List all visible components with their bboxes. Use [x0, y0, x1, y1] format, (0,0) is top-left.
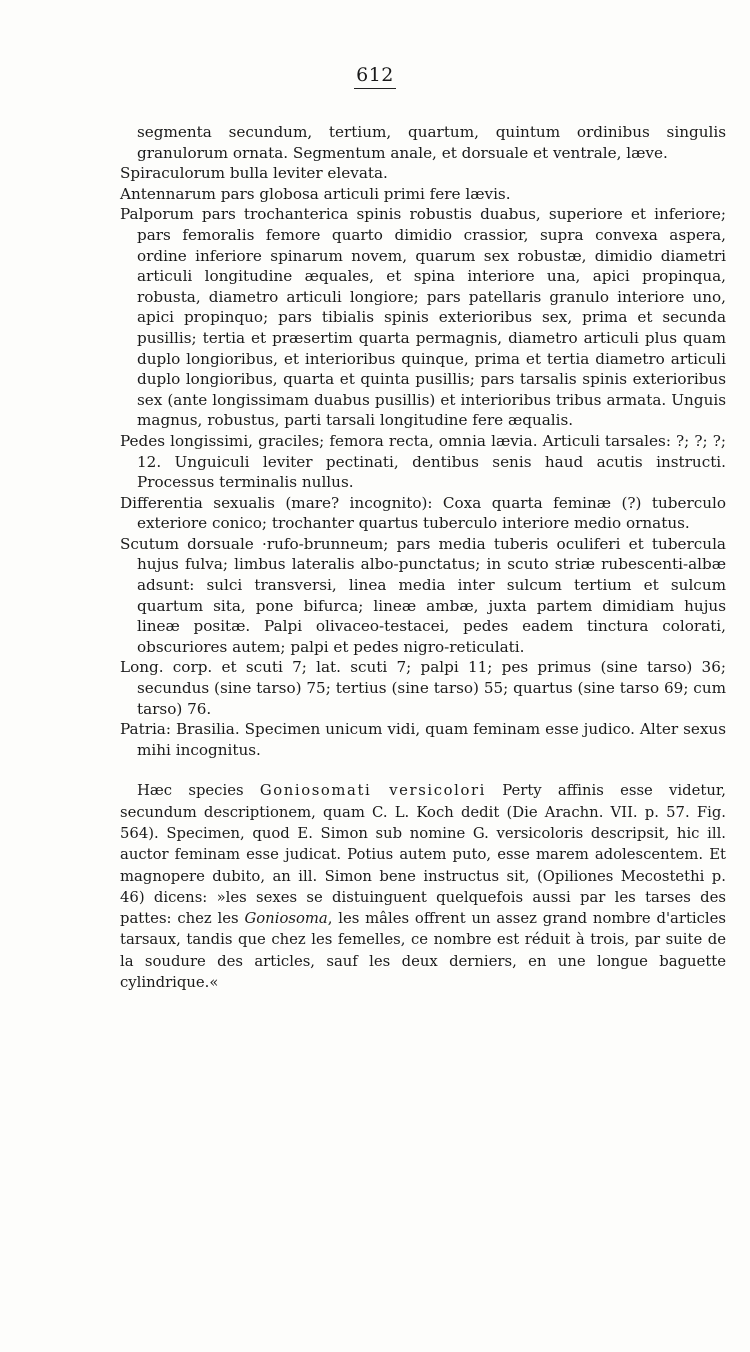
paragraph-discussion: [120, 780, 726, 993]
discussion-text-1: Hæc species: [137, 782, 260, 800]
page-body: [120, 122, 726, 993]
paragraph-coloration: Scutum dorsuale ·rufo-brunneum; pars media tuberis oculiferi et tubercula hujus fulva; limbus lateralis albo-punctatus; in scuto striæ rubescenti-albæ adsunt: sulci transversi, linea media inter sulcum tertium et sulcum quartum sita, pone bifurca; lineæ ambæ, juxta partem dimidiam hujus lineæ positæ. Palpi olivaceo-testacei, pedes eadem tinctura colorati, obscuriores autem; palpi et pedes nigro-reticulati.: [120, 534, 726, 656]
species-name-spaced: Goniosomati versicolori: [259, 782, 486, 800]
paragraph-spiracles: Spiraculorum bulla leviter elevata.: [120, 164, 388, 183]
paragraph-gap: [120, 760, 726, 780]
paragraph-abdomen-segments: segmenta secundum, tertium, quartum, quintum ordinibus singulis granulorum ornata. Segmentum anale, et dorsuale et ventrale, læve.: [137, 123, 726, 162]
paragraph-palps: Palporum pars trochanterica spinis robustis duabus, superiore et inferiore; pars femoralis femore quarto dimidio crassior, supra convexa aspera, ordine inferiore spinarum novem, quarum sex robustæ, dimidio diametri articuli longitudine æquales, et spina interiore una, apici propinqua, robusta, diametro articuli longiore; pars patellaris granulo interiore uno, apici propinquo; pars tibialis spinis exterioribus sex, prima et secunda pusillis; tertia et præsertim quarta permagnis, diametro articuli plus quam duplo longioribus, et interioribus quinque, prima et tertia diametro articuli duplo longioribus, quarta et quinta pusillis; pars tarsalis spinis exterioribus sex (ante longissimam duabus pusillis) et interioribus tribus armata. Unguis magnus, robustus, parti tarsali longitudine fere æqualis.: [120, 205, 726, 430]
page-number: [0, 62, 750, 89]
paragraph-antennae: Antennarum pars globosa articuli primi fere lævis.: [120, 184, 511, 203]
discussion-text-3: , les mâles offrent un assez grand nombre d'articles tarsaux, tandis que chez les femelles, ce nombre est réduit à trois, par suite de la soudure des articles, sauf les deux derniers, en une longue baguette cylindrique.«: [120, 910, 726, 992]
paragraph-locality: Patria: Brasilia. Specimen unicum vidi, quam feminam esse judico. Alter sexus mihi incognitus.: [120, 720, 726, 759]
paragraph-sexual-difference: Differentia sexualis (mare? incognito): Coxa quarta feminæ (?) tuberculo exteriore conico; trochanter quartus tuberculo interiore medio ornatus.: [120, 493, 726, 533]
paragraph-legs: Pedes longissimi, graciles; femora recta, omnia lævia. Articuli tarsales: ?; ?; ?; 12. Unguiculi leviter pectinati, dentibus senis haud acutis instructi. Processus terminalis nullus.: [120, 431, 726, 492]
genus-name-italic: Goniosoma: [244, 910, 328, 928]
paragraph-measurements: Long. corp. et scuti 7; lat. scuti 7; palpi 11; pes primus (sine tarso) 36; secundus (sine tarso) 75; tertius (sine tarso) 55; quartus (sine tarso 69; cum tarso) 76.: [120, 658, 726, 718]
page-number-text: 612: [354, 62, 396, 89]
discussion-text-2: Perty affinis esse videtur, secundum descriptionem, quam C. L. Koch dedit (Die Arachn. VII. p. 57. Fig. 564). Specimen, quod E. Simon sub nomine G. versicoloris descripsit, hic ill. auctor feminam esse judicat. Potius autem puto, esse marem adolescentem. Et magnopere dubito, an ill. Simon bene instructus sit, (Opiliones Mecostethi p. 46) dicens: »les sexes se distuinguent quelquefois aussi par les tarses des pattes: chez les: [120, 782, 727, 928]
